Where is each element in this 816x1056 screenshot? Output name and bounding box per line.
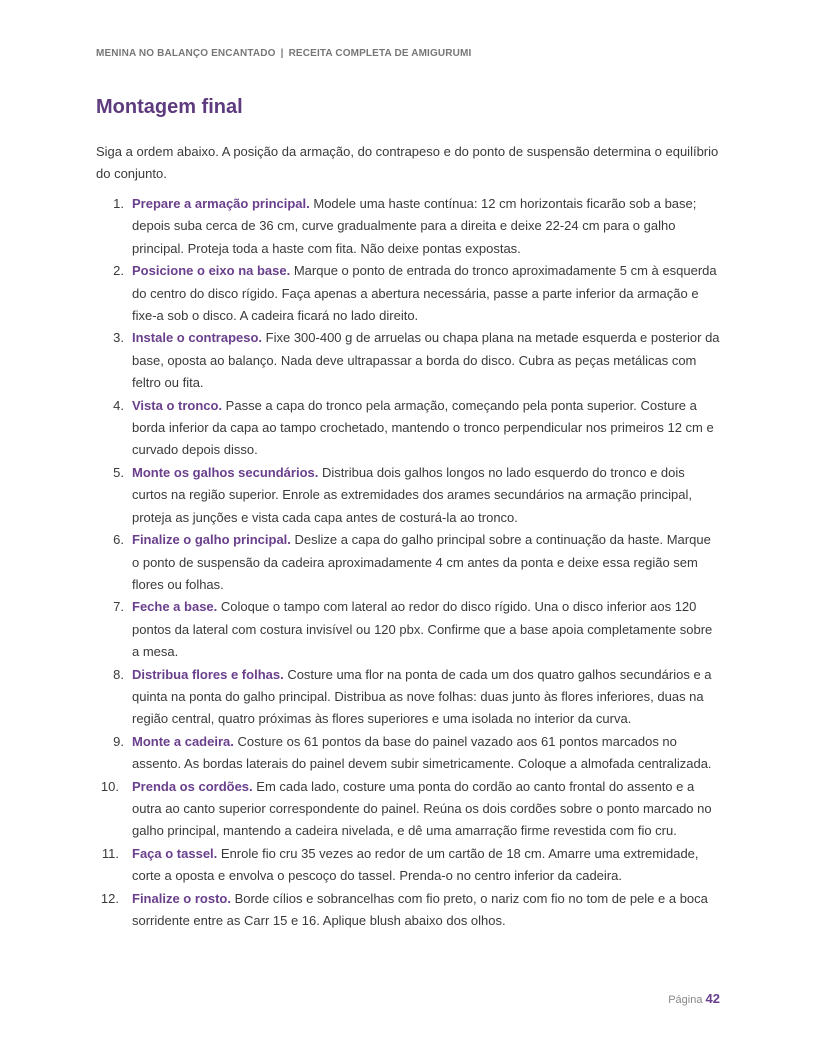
step-lead: Distribua flores e folhas. [132, 666, 284, 682]
step-text: Enrole fio cru 35 vezes ao redor de um cartão de 18 cm. Amarre uma extremidade, corte a oposta e envolva o pescoço do tassel. Prenda-o no centro inferior da cadeira. [132, 845, 699, 884]
assembly-steps-list [96, 193, 721, 932]
page-footer [668, 991, 720, 1006]
section-title: Montagem final [96, 96, 243, 118]
step-number: 8. [113, 666, 124, 682]
list-item [96, 193, 721, 260]
list-item [96, 776, 721, 843]
list-item [96, 731, 721, 776]
step-lead: Feche a base. [132, 599, 218, 615]
step-number: 9. [113, 733, 124, 749]
step-number: 6. [113, 532, 124, 548]
step-number: 5. [113, 464, 124, 480]
step-lead: Vista o tronco. [132, 397, 223, 413]
header-section-title: RECEITA COMPLETA DE AMIGURUMI [288, 48, 472, 59]
step-lead: Posicione o eixo na base. [132, 263, 291, 279]
list-item [96, 260, 721, 327]
step-lead: Prepare a armação principal. [132, 196, 310, 211]
step-number: 3. [113, 330, 124, 346]
step-text: Marque o ponto de entrada do tronco aproximadamente 5 cm à esquerda do centro do disco rígido. Faça apenas a abertura necessária, passe a parte inferior da armação e fixe-a sob o disco. A cadeira ficará no lado direito. [132, 263, 717, 324]
list-item [96, 596, 721, 663]
step-lead: Finalize o rosto. [132, 890, 231, 906]
list-item [96, 529, 721, 596]
page-number: 42 [705, 991, 720, 1006]
step-number: 7. [113, 599, 124, 615]
list-item [96, 664, 721, 731]
step-text: Em cada lado, costure uma ponta do cordão ao canto frontal do assento e a outra ao canto superior correspondente do painel. Reúna os dois cordões sobre o ponto marcado no galho principal, mantendo a cadeira nivelada, e dê uma amarração firme revestida com fio cru. [132, 778, 712, 839]
step-text: Costure os 61 pontos da base do painel vazado aos 61 pontos marcados no assento. As bordas laterais do painel devem subir simetricamente. Coloque a almofada centralizada. [132, 733, 712, 772]
step-text: Coloque o tampo com lateral ao redor do disco rígido. Una o disco inferior aos 120 pontos da lateral com costura invisível ou 120 pbx. Confirme que a base apoia completamente sobre a mesa. [132, 599, 713, 660]
step-number: 11. [101, 845, 119, 861]
header-separator: | [280, 48, 284, 59]
step-number: 12. [100, 890, 119, 906]
list-item [96, 462, 721, 529]
step-lead: Faça o tassel. [132, 845, 218, 861]
running-header [96, 48, 471, 59]
step-lead: Instale o contrapeso. [132, 330, 263, 346]
step-text: Distribua dois galhos longos no lado esquerdo do tronco e dois curtos na região superior. Enrole as extremidades dos arames secundários na armação principal, proteja as junções e vista cada capa antes de costurá-la ao tronco. [132, 464, 693, 525]
page-label: Página [668, 994, 703, 1006]
step-number: 1. [113, 196, 124, 211]
list-item [96, 395, 721, 462]
step-text: Borde cílios e sobrancelhas com fio preto, o nariz com fio no tom de pele e a boca sorridente entre as Carr 15 e 16. Aplique blush abaixo dos olhos. [132, 890, 708, 928]
step-text: Modele uma haste contínua: 12 cm horizontais ficarão sob a base; depois suba cerca de 36 cm, curve gradualmente para a direita e deixe 22-24 cm para o galho principal. Proteja toda a haste com fita. Não deixe pontas expostas. [132, 196, 697, 256]
step-text: Deslize a capa do galho principal sobre a continuação da haste. Marque o ponto de suspensão da cadeira aproximadamente 4 cm antes da ponta e deixe essa região sem flores ou folhas. [132, 532, 711, 592]
step-number: 2. [113, 263, 124, 279]
step-text: Fixe 300-400 g de arruelas ou chapa plana na metade esquerda e posterior da base, oposta ao balanço. Nada deve ultrapassar a borda do disco. Cubra as peças metálicas com feltro ou fita. [132, 330, 720, 391]
step-number: 10. [100, 778, 119, 794]
intro-paragraph: Siga a ordem abaixo. A posição da armação, do contrapeso e do ponto de suspensão determina o equilíbrio do conjunto. [96, 144, 719, 181]
list-item [96, 843, 721, 888]
list-item [96, 327, 721, 394]
step-text: Costure uma flor na ponta de cada um dos quatro galhos secundários e a quinta na ponta do galho principal. Distribua as nove folhas: duas junto às flores inferiores, duas na região central, quatro próximas às flores superiores e uma isolada no interior da curva. [132, 666, 712, 727]
step-text: Passe a capa do tronco pela armação, começando pela ponta superior. Costure a borda inferior da capa ao tampo crochetado, mantendo o tronco perpendicular nos primeiros 12 cm e curvado depois disso. [132, 397, 714, 458]
step-lead: Monte a cadeira. [132, 733, 234, 749]
step-lead: Prenda os cordões. [132, 778, 253, 794]
step-lead: Monte os galhos secundários. [132, 464, 319, 480]
step-lead: Finalize o galho principal. [132, 532, 291, 548]
step-number: 4. [113, 397, 124, 413]
header-book-title: MENINA NO BALANÇO ENCANTADO [96, 48, 276, 59]
list-item [96, 888, 721, 933]
